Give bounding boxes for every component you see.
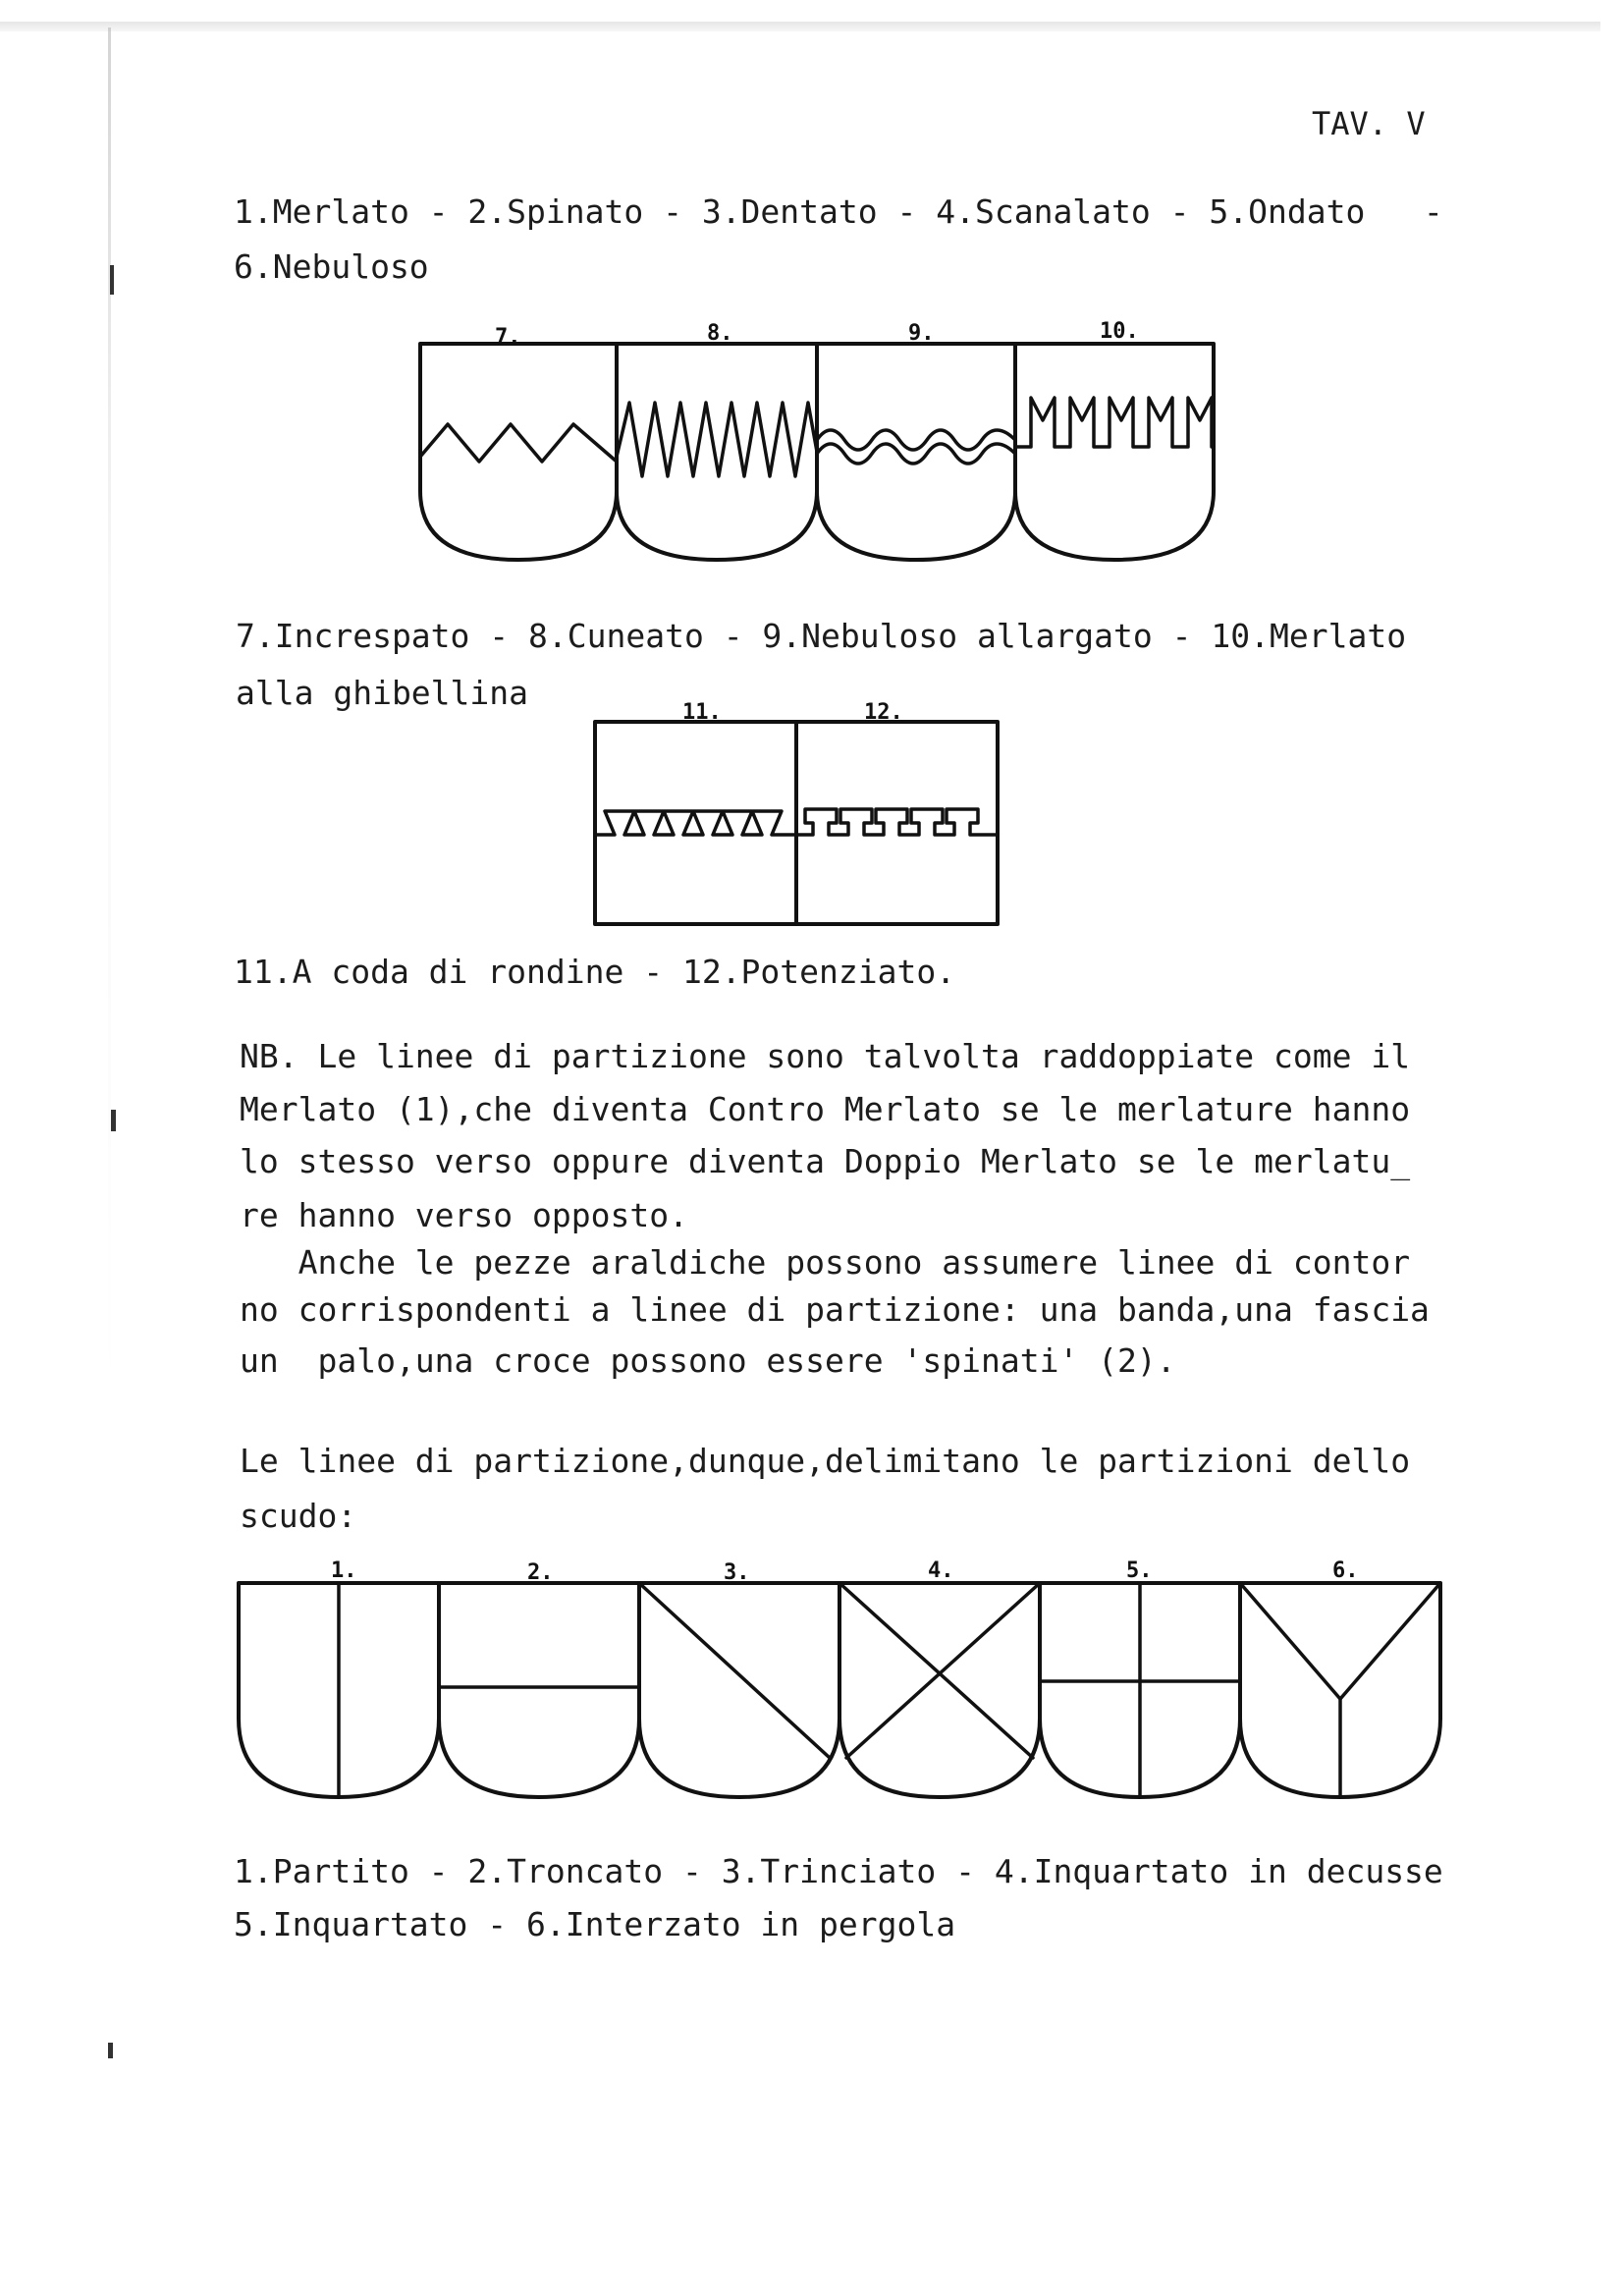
- note-line: re hanno verso opposto.: [240, 1196, 688, 1234]
- caption-line: 5.Inquartato - 6.Interzato in pergola: [234, 1905, 956, 1943]
- shield-6-interzato-in-pergola: [1240, 1583, 1440, 1797]
- caption-line: 6.Nebuloso: [234, 247, 429, 286]
- caption-line: 11.A coda di rondine - 12.Potenziato.: [234, 953, 956, 991]
- note-line: Anche le pezze araldiche possono assumere linee di contor: [240, 1243, 1411, 1282]
- shield-number-label: 9.: [908, 321, 935, 346]
- shield-number-label: 3.: [724, 1560, 750, 1585]
- plate-number: TAV. V: [1312, 105, 1426, 142]
- shield-5-inquartato: [1040, 1583, 1240, 1797]
- shield-number-label: 7.: [495, 325, 521, 350]
- shield-number-label: 4.: [928, 1558, 954, 1583]
- note-line: un palo,una croce possono essere 'spinati' (2).: [240, 1341, 1176, 1380]
- shield-number-label: 1.: [331, 1558, 357, 1583]
- paragraph-line: Le linee di partizione,dunque,delimitano le partizioni dello: [240, 1442, 1411, 1480]
- shield-1-partito: [239, 1583, 439, 1797]
- shield-number-label: 6.: [1332, 1558, 1359, 1583]
- figure-number-label: 11.: [682, 700, 722, 725]
- caption-line: 7.Increspato - 8.Cuneato - 9.Nebuloso allargato - 10.Merlato: [236, 617, 1407, 655]
- figure-number-label: 12.: [864, 700, 903, 725]
- shield-number-label: 5.: [1126, 1558, 1153, 1583]
- shield-number-label: 8.: [707, 321, 733, 346]
- shield-number-label: 2.: [527, 1560, 554, 1585]
- shield-4-inquartato-in-decusse: [839, 1583, 1040, 1797]
- note-line: NB. Le linee di partizione sono talvolta raddoppiate come il: [240, 1037, 1411, 1075]
- note-line: lo stesso verso oppure diventa Doppio Merlato se le merlatu_: [240, 1142, 1411, 1180]
- margin-mark: [108, 2043, 113, 2058]
- note-line: Merlato (1),che diventa Contro Merlato se le merlature hanno: [240, 1090, 1411, 1128]
- shield-3-trinciato: [639, 1583, 839, 1797]
- caption-line: 1.Merlato - 2.Spinato - 3.Dentato - 4.Scanalato - 5.Ondato -: [234, 192, 1443, 231]
- caption-line: alla ghibellina: [236, 674, 529, 712]
- paragraph-line: scudo:: [240, 1497, 357, 1535]
- shield-2-troncato: [439, 1583, 639, 1797]
- shield-number-label: 10.: [1100, 319, 1139, 344]
- caption-line: 1.Partito - 2.Troncato - 3.Trinciato - 4.Inquartato in decusse: [234, 1852, 1443, 1890]
- note-line: no corrispondenti a linee di partizione: una banda,una fascia: [240, 1290, 1430, 1329]
